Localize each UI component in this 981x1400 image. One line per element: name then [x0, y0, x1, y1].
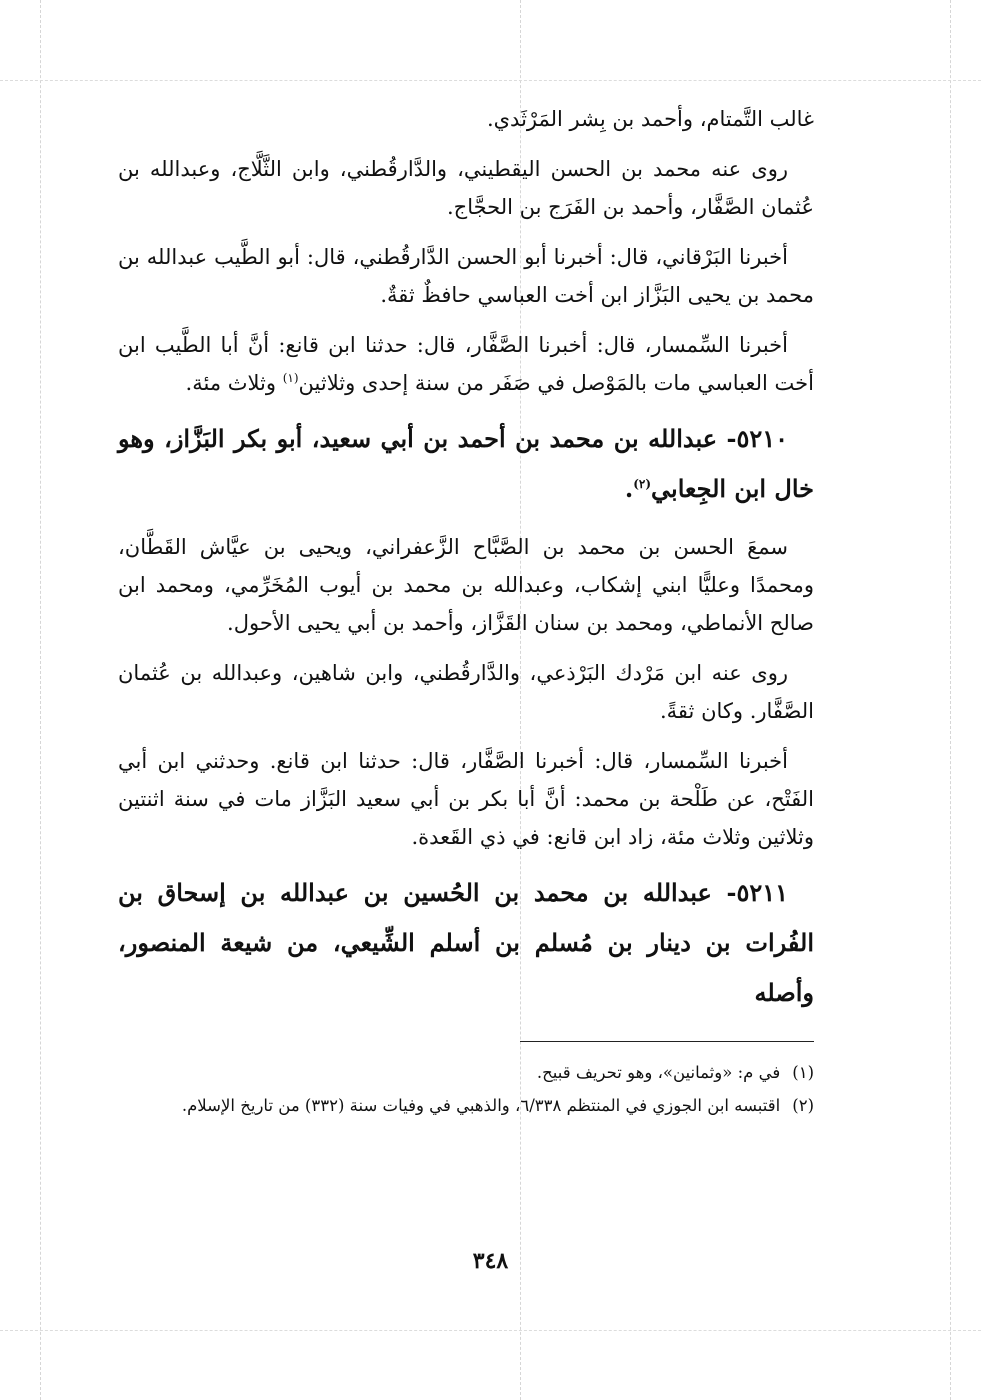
paragraph: روى عنه ابن مَرْدك البَرْذعي، والدَّارقُطني، وابن شاهين، وعبدالله بن عُثمان الصَّفَّار. وكان ثقةً.	[118, 661, 814, 723]
footnote-label: (١)	[792, 1063, 814, 1082]
footnote-text: اقتبسه ابن الجوزي في المنتظم ٦/٣٣٨، والذهبي في وفيات سنة (٣٣٢) من تاريخ الإسلام.	[181, 1096, 781, 1115]
footnote-divider	[520, 1041, 814, 1042]
paragraph: روى عنه محمد بن الحسن اليقطيني، والدَّارقُطني، وابن الثَّلَّاج، وعبدالله بن عُثمان الصَّفَّار، وأحمد بن الفَرَج بن الحجَّاج.	[118, 157, 814, 219]
footnote-text: في م: «وثمانين»، وهو تحريف قبيح.	[536, 1063, 781, 1082]
paragraph: غالب التَّمتام، وأحمد بن بِشر المَرْثَدي.	[486, 107, 814, 131]
scan-guide-line	[0, 1330, 981, 1331]
footnote	[118, 1091, 814, 1120]
entry-heading: ٥٢١١- عبدالله بن محمد بن الحُسين بن عبدالله بن إسحاق بن الفُرات بن دينار بن مُسلم بن أسلم الشِّيعي، من شيعة المنصور، وأصله	[118, 878, 814, 1007]
paragraph: سمعَ الحسن بن محمد بن الصَّبَّاح الزَّعفراني، ويحيى بن عيَّاش القَطَّان، ومحمدًا وعليًّا ابني إشكاب، وعبدالله بن محمد بن أيوب المُخَرِّمي، ومحمد ابن صالح الأنماطي، ومحمد بن سنان القَزَّاز، وأحمد بن أبي يحيى الأحول.	[118, 535, 814, 635]
entry-heading: ٥٢١٠- عبدالله بن محمد بن أحمد بن أبي سعيد، أبو بكر البَزَّاز، وهو خال ابن الجِعابي$^{(٢)}$.	[118, 424, 814, 503]
scan-guide-line	[950, 0, 951, 1400]
paragraph: أخبرنا السِّمسار، قال: أخبرنا الصَّفَّار، قال: حدثنا ابن قانع. وحدثني ابن أبي الفَتْح، عن طَلْحة بن محمد: أنَّ أبا بكر بن أبي سعيد البَزَّاز مات في سنة اثنتين وثلاثين وثلاث مئة، زاد ابن قانع: في ذي القَعدة.	[118, 749, 814, 849]
footnote-ref[interactable]: (١)	[282, 371, 299, 385]
footnotes	[118, 1058, 814, 1124]
paragraph: أخبرنا السِّمسار، قال: أخبرنا الصَّفَّار، قال: حدثنا ابن قانع: أنَّ أبا الطَّيب ابن أخت العباسي مات بالمَوْصل في صَفَر من سنة إحدى وثلاثين$^{(١)}$ وثلاث مئة.	[118, 333, 814, 395]
scan-guide-line	[40, 0, 41, 1400]
paragraph: أخبرنا البَرْقاني، قال: أخبرنا أبو الحسن الدَّارقُطني، قال: أبو الطَّيب عبدالله بن محمد بن يحيى البَزَّاز ابن أخت العباسي حافظٌ ثقةٌ.	[118, 245, 814, 307]
scan-guide-line	[0, 80, 981, 81]
footnote-ref[interactable]: (٢)	[633, 477, 652, 491]
footnote-label: (٢)	[792, 1096, 814, 1115]
main-text	[118, 100, 814, 1032]
page-number: ٣٤٨	[472, 1248, 509, 1274]
footnote	[118, 1058, 814, 1087]
